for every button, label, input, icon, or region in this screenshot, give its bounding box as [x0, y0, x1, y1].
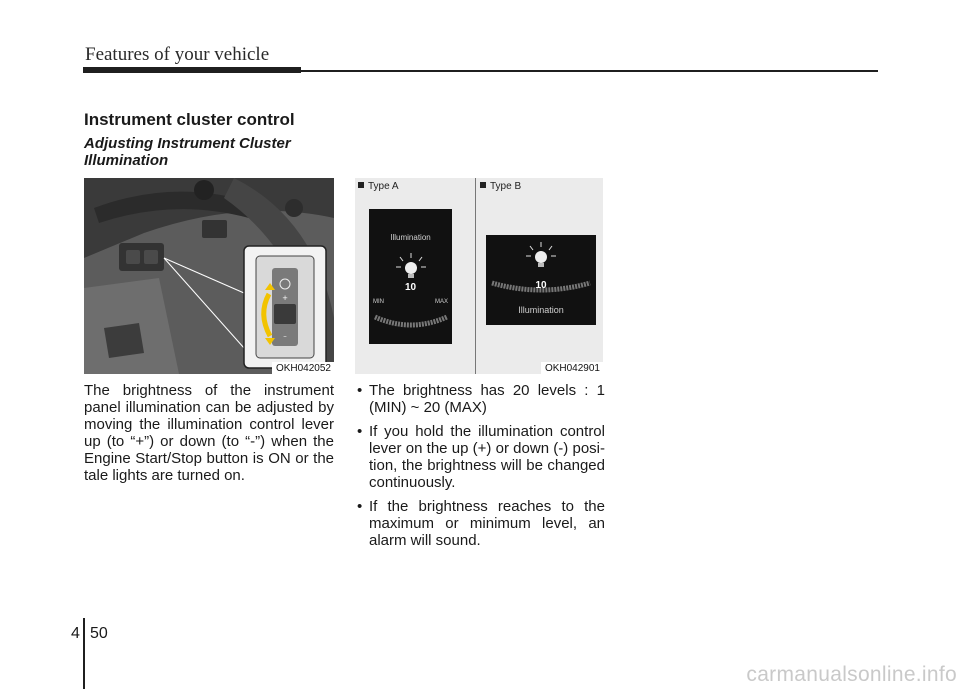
watermark: carmanualsonline.info [746, 663, 957, 686]
square-bullet-icon [480, 182, 486, 188]
min-label: MIN [373, 299, 384, 305]
level-value: 10 [535, 280, 547, 291]
list-item: • If you hold the illumination control lever on the up (+) or down (-) posi-tion, the brightness will be changed continuously. [355, 423, 605, 491]
illumination-label: Illumination [390, 233, 431, 242]
list-item: • The brightness has 20 levels : 1 (MIN) ~ 20 (MAX) [355, 382, 605, 416]
type-b-label: Type B [480, 181, 521, 192]
header-rule [83, 67, 301, 73]
illumination-display-figure [355, 178, 603, 374]
type-b-display [486, 235, 596, 325]
footer-divider [83, 618, 85, 689]
max-label: MAX [435, 299, 449, 305]
type-a-display [369, 209, 452, 344]
dashboard-drawing [84, 178, 334, 374]
bullet-list [355, 382, 605, 556]
square-bullet-icon [358, 182, 364, 188]
svg-text:–: – [283, 332, 287, 340]
body-paragraph: The brightness of the instrument panel illumination can be adjusted by moving the illumination control lever up (to “+”) or down (to “-”) when the Engine Start/Stop button is ON or the tale lights are turned on. [84, 382, 334, 484]
figure-divider [475, 178, 476, 374]
page-number: 50 [90, 625, 108, 642]
chapter-number: 4 [71, 625, 80, 642]
section-title: Instrument cluster control [84, 110, 295, 129]
bulb-icon [369, 209, 452, 344]
figure-code: OKH042901 [541, 362, 603, 374]
level-value: 10 [404, 282, 417, 293]
section-subtitle: Adjusting Instrument Cluster Illumination [84, 135, 291, 169]
illumination-label: Illumination [518, 305, 564, 315]
header-rule-thin [300, 70, 878, 72]
list-item: • If the brightness reaches to the maximum or minimum level, an alarm will sound. [355, 498, 605, 549]
header-title: Features of your vehicle [85, 44, 270, 65]
figure-code: OKH042052 [272, 362, 334, 374]
dashboard-lever-illustration [84, 178, 334, 374]
svg-text:+: + [282, 294, 288, 302]
type-a-label: Type A [358, 181, 399, 192]
